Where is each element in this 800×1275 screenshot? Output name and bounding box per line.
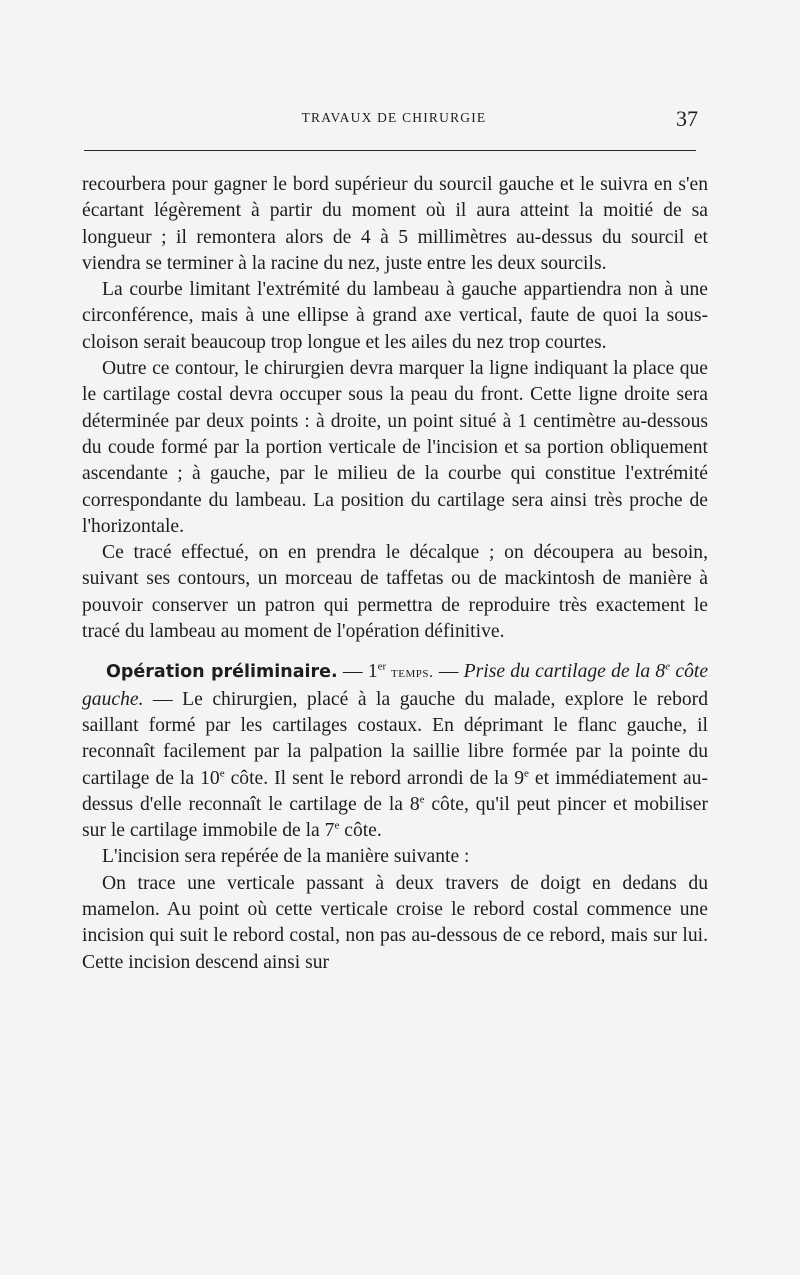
section-text-4: côte, qu'il peut pincer et mobiliser sur le cartilage immobile de la 7	[82, 793, 708, 842]
section-sup-3: e	[419, 793, 425, 806]
page-number: 37	[676, 106, 698, 131]
paragraph-1: recourbera pour gagner le bord supérieur du sourcil gauche et le suivra en s'en écartant légèrement à partir du moment où il aura atteint la moitié de sa longueur ; il remontera alors de 4 à 5 millimètres au-dessus du sourcil et viendra se terminer à la racine du nez, juste entre les deux sourcils.	[82, 174, 708, 274]
section-ordinal-sup: er	[377, 660, 387, 673]
section-text-5: côte.	[339, 820, 382, 842]
section-dash-1: —	[337, 661, 368, 683]
section-temps: temps.	[386, 664, 434, 682]
section-paragraph	[82, 659, 708, 844]
page-header	[82, 106, 706, 136]
body-text	[82, 172, 708, 976]
running-title: TRAVAUX DE CHIRURGIE	[301, 110, 487, 125]
section-text-2: côte. Il sent le rebord arrondi de la 9	[224, 767, 525, 789]
section-sup-4: e	[334, 819, 340, 832]
section-title-part-1: Prise du cartilage de la 8	[463, 661, 666, 683]
section-heading: Opération préliminaire.	[106, 662, 338, 683]
paragraph-2: La courbe limitant l'extrémité du lambeau à gauche appartiendra non à une circonférence, mais à une ellipse à grand axe vertical, faute de quoi la sous-cloison serait beaucoup trop longue et les ailes du nez trop courtes.	[82, 279, 708, 353]
section-text-1: — Le chirurgien, placé à la gauche du malade, explore le rebord saillant formé par les cartilages costaux. En déprimant le flanc gauche, il reconnaît facilement par la palpation la saillie libre formée par la pointe du cartilage de la 10	[82, 688, 708, 789]
paragraph-4: Ce tracé effectué, on en prendra le décalque ; on découpera au besoin, suivant ses contours, un morceau de taffetas ou de mackintosh de manière à pouvoir conserver un patron qui permettra de reproduire très exactement le tracé du lambeau au moment de l'opération définitive.	[82, 542, 708, 643]
section-dash-2: —	[433, 661, 464, 683]
section-ordinal: 1	[367, 661, 378, 683]
section-sup-1: e	[219, 767, 225, 779]
section-sup-2: e	[524, 767, 529, 779]
section-text-3: et immédiatement au-dessus d'elle reconnaît le cartilage de la 8	[82, 767, 708, 815]
paragraph-6: L'incision sera repérée de la manière suivante :	[102, 846, 470, 868]
section-title-sup: e	[665, 660, 671, 673]
paragraph-3: Outre ce contour, le chirurgien devra marquer la ligne indiquant la place que le cartilage costal devra occuper sous la peau du front. Cette ligne droite sera déterminée par deux points : à droite, un point situé à 1 centimètre au-dessous du coude formé par la portion verticale de l'incision et sa portion obliquement ascendante ; à gauche, par le milieu de la courbe qui constitue l'extrémité correspondante du lambeau. La position du cartilage sera ainsi très proche de l'horizontale.	[82, 358, 708, 537]
header-rule	[84, 150, 696, 151]
section-title-part-2: côte gauche.	[82, 661, 709, 710]
paragraph-7: On trace une verticale passant à deux travers de doigt en dedans du mamelon. Au point où cette verticale croise le rebord costal commence une incision qui suit le rebord costal, non pas au-dessous de ce rebord, mais sur lui. Cette incision descend ainsi sur	[82, 872, 708, 973]
